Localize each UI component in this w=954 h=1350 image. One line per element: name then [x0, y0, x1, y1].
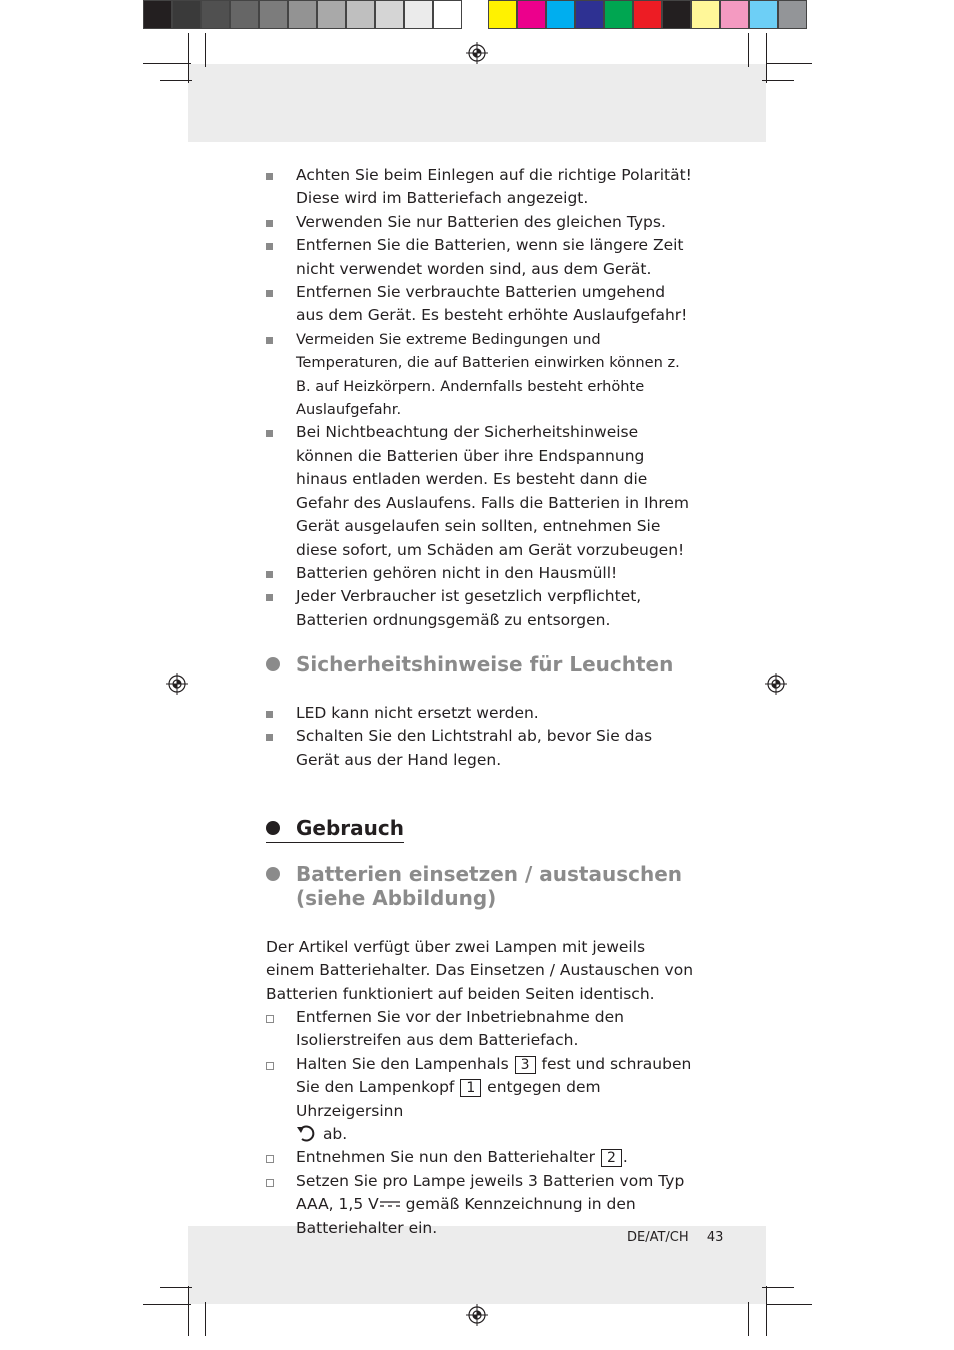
registration-mark-icon: [166, 673, 188, 695]
color-swatch: [604, 0, 633, 29]
crop-mark: [748, 1302, 749, 1336]
crop-mark: [143, 1304, 191, 1305]
color-swatch: [433, 0, 462, 29]
heading-text: Sicherheitshinweise für Leuchten: [296, 652, 674, 676]
list-item-text: gemäß Kennzeichnung in den Batteriehalter ein.: [296, 1195, 636, 1237]
circle-bullet-icon: [266, 867, 280, 881]
heading-text: Gebrauch: [296, 816, 404, 840]
list-item-text: Entfernen Sie vor der Inbetriebnahme den Isolierstreifen aus dem Batteriefach.: [296, 1008, 624, 1050]
list-item-text: .: [622, 1148, 628, 1167]
list-item-text: Entnehmen Sie nun den Batteriehalter: [296, 1148, 596, 1167]
list-item-text: entgegen dem Uhrzeigersinn: [296, 1078, 601, 1120]
color-swatch: [778, 0, 807, 29]
list-item-text: Setzen Sie pro Lampe jeweils 3 Batterien vom Typ AAA, 1,5 V: [296, 1171, 685, 1214]
registration-mark-icon: [466, 42, 488, 64]
color-swatch: [288, 0, 317, 29]
registration-mark-icon: [466, 1304, 488, 1326]
color-swatch: [488, 0, 517, 29]
list-item: [266, 725, 696, 772]
list-item-text: Schalten Sie den Lichtstrahl ab, bevor Sie das Gerät aus der Hand legen.: [296, 727, 653, 769]
list-item-text: LED kann nicht ersetzt werden.: [296, 704, 539, 722]
color-swatch: [517, 0, 546, 29]
circle-bullet-icon: [266, 821, 280, 835]
checkbox-bullet-icon: [266, 1015, 274, 1023]
square-bullet-icon: [266, 337, 273, 344]
list-item: [266, 164, 696, 211]
registration-mark-icon: [765, 673, 787, 695]
list-item-text: Entfernen Sie verbrauchte Batterien umgehend aus dem Gerät. Es besteht erhöhte Auslaufgefahr!: [296, 283, 688, 325]
color-swatch: [404, 0, 433, 29]
list-item: [266, 585, 696, 632]
crop-mark: [205, 1302, 206, 1336]
crop-mark: [143, 63, 191, 64]
intro-paragraph: Der Artikel verfügt über zwei Lampen mit jeweils einem Batteriehalter. Das Einsetzen / Austauschen von Batterien funktioniert auf beiden Seiten identisch.: [266, 938, 694, 1003]
list-item-text: Entfernen Sie die Batterien, wenn sie längere Zeit nicht verwendet worden sind, aus dem Gerät.: [296, 236, 684, 278]
battery-safety-list: [266, 164, 696, 632]
dc-symbol-icon: [379, 1199, 401, 1209]
lamp-safety-list: [266, 702, 696, 772]
list-item-text: Jeder Verbraucher ist gesetzlich verpflichtet, Batterien ordnungsgemäß zu entsorgen.: [296, 587, 642, 629]
crop-mark: [188, 33, 189, 83]
crop-mark: [766, 33, 767, 83]
list-item: [266, 1146, 696, 1169]
section-heading-leuchten: [266, 652, 696, 676]
list-item: [266, 1053, 696, 1147]
list-item: [266, 1006, 696, 1053]
page-footer: [627, 1230, 723, 1245]
square-bullet-icon: [266, 594, 273, 601]
crop-mark: [160, 80, 192, 81]
checkbox-bullet-icon: [266, 1062, 274, 1070]
crop-mark: [205, 33, 206, 67]
color-swatch: [546, 0, 575, 29]
part-reference: 2: [601, 1149, 622, 1167]
color-swatch: [749, 0, 778, 29]
square-bullet-icon: [266, 430, 273, 437]
section-heading-batterien: [266, 862, 696, 910]
color-swatch: [317, 0, 346, 29]
crop-mark: [766, 1286, 767, 1336]
part-reference: 3: [515, 1056, 536, 1074]
page-number: 43: [706, 1230, 724, 1245]
counterclockwise-arrow-icon: [296, 1124, 318, 1142]
color-swatch: [172, 0, 201, 29]
list-item: [266, 281, 696, 328]
color-swatch: [575, 0, 604, 29]
crop-mark: [762, 80, 794, 81]
heading-underline: [266, 842, 404, 843]
square-bullet-icon: [266, 571, 273, 578]
color-swatch: [259, 0, 288, 29]
list-item: [266, 702, 696, 725]
square-bullet-icon: [266, 243, 273, 250]
square-bullet-icon: [266, 290, 273, 297]
color-swatch: [633, 0, 662, 29]
battery-steps-list: [266, 1006, 696, 1240]
crop-mark: [748, 33, 749, 67]
checkbox-bullet-icon: [266, 1155, 274, 1163]
list-item-text: fest und schrauben Sie den Lampenkopf: [296, 1054, 692, 1097]
part-reference: 1: [460, 1079, 481, 1097]
list-item: [266, 234, 696, 281]
crop-mark: [766, 1304, 812, 1305]
heading-text: Batterien einsetzen / austauschen (siehe Abbildung): [296, 862, 683, 910]
color-swatch: [201, 0, 230, 29]
list-item: [266, 211, 696, 234]
list-item-text: ab.: [322, 1125, 348, 1144]
crop-mark: [188, 1286, 189, 1336]
list-item-text: Bei Nichtbeachtung der Sicherheitshinweise können die Batterien über ihre Endspannung hinaus entladen werden. Es besteht dann die Gefahr des Auslaufens. Falls die Batterien in Ihrem Gerät ausgelaufen sein sollten, entnehmen Sie diese sofort, um Schäden am Gerät vorzubeugen!: [296, 423, 690, 559]
crop-mark: [766, 63, 812, 64]
color-swatch: [720, 0, 749, 29]
square-bullet-icon: [266, 711, 273, 718]
list-item-text: Batterien gehören nicht in den Hausmüll!: [296, 563, 618, 582]
section-heading-gebrauch: [266, 816, 696, 840]
list-item: [266, 562, 696, 585]
color-swatch: [375, 0, 404, 29]
circle-bullet-icon: [266, 657, 280, 671]
color-swatch: [662, 0, 691, 29]
list-item-text: Vermeiden Sie extreme Bedingungen und Temperaturen, die auf Batterien einwirken können z. B. auf Heizkörpern. Andernfalls besteht erhöhte Auslaufgefahr.: [296, 330, 680, 419]
color-swatch: [230, 0, 259, 29]
square-bullet-icon: [266, 173, 273, 180]
crop-mark: [160, 1287, 192, 1288]
footer-country: DE/AT/CH: [627, 1230, 689, 1245]
color-swatch: [346, 0, 375, 29]
list-item-text: Verwenden Sie nur Batterien des gleichen Typs.: [296, 212, 666, 231]
header-band: [188, 64, 766, 142]
list-item: [266, 328, 696, 422]
print-color-bar: [143, 0, 807, 32]
color-swatch: [691, 0, 720, 29]
checkbox-bullet-icon: [266, 1179, 274, 1187]
color-swatch: [143, 0, 172, 29]
crop-mark: [762, 1287, 794, 1288]
list-item-text: Halten Sie den Lampenhals: [296, 1054, 509, 1073]
square-bullet-icon: [266, 220, 273, 227]
list-item-text: Achten Sie beim Einlegen auf die richtige Polarität! Diese wird im Batteriefach angezeigt.: [296, 166, 692, 208]
square-bullet-icon: [266, 734, 273, 741]
list-item: [266, 421, 696, 561]
